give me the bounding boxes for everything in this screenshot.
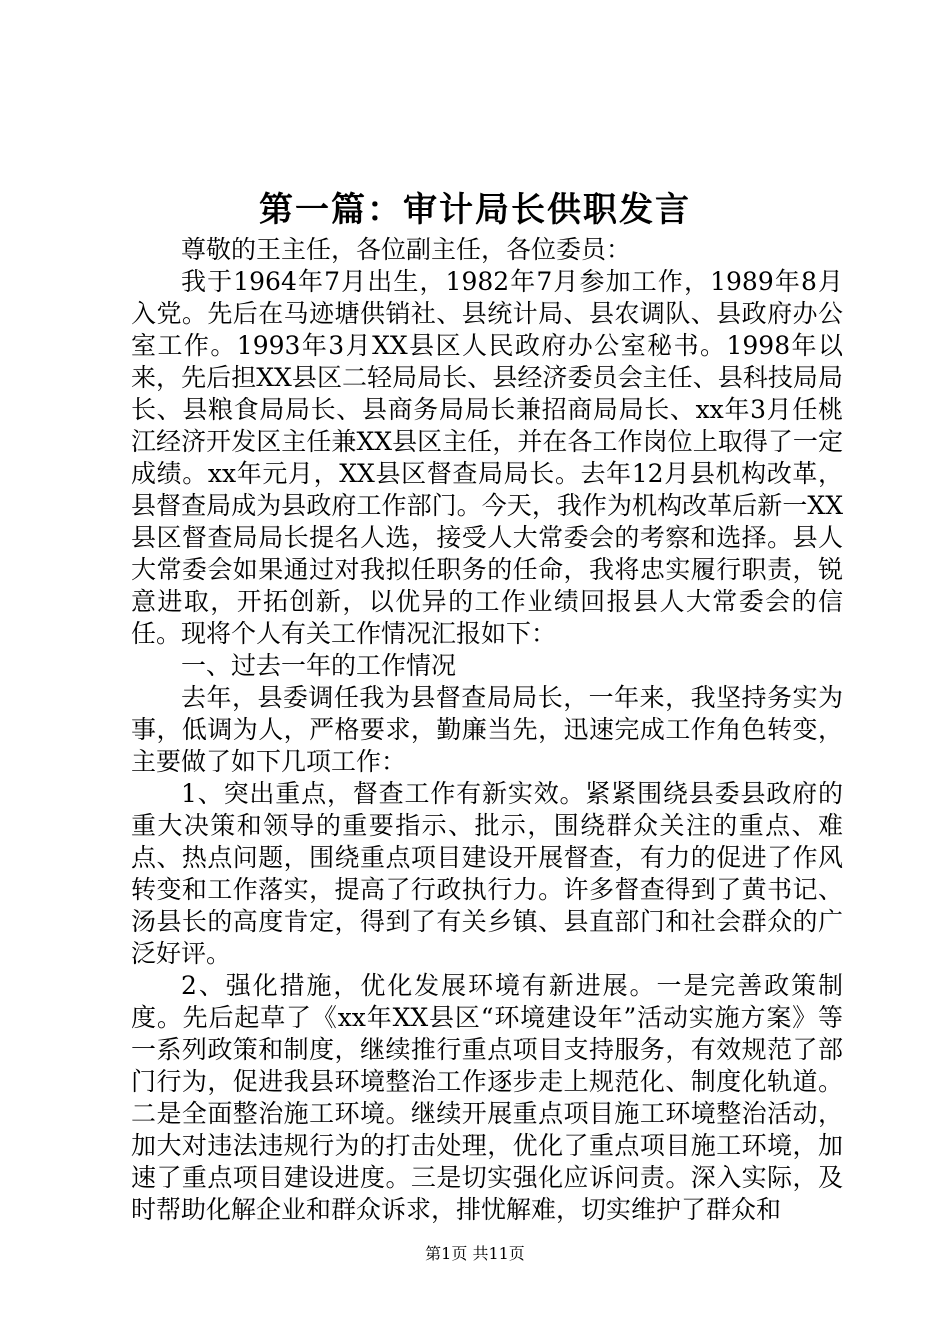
body-paragraph: 我于1964年7月出生，1982年7月参加工作，1989年8月入党。先后在马迹塘供销社、县统计局、县农调队、县政府办公室工作。1993年3月XX县区人民政府办公室秘书。1998年以来，先后担XX县区二轻局局长、县经济委员会主任、县科技局局长、县粮食局局长、县商务局局长兼招商局局长、xx年3月任桃江经济开发区主任兼XX县区主任，并在各工作岗位上取得了一定成绩。xx年元月，XX县区督查局局长。去年12月县机构改革，县督查局成为县政府工作部门。今天，我作为机构改革后新一XX县区督查局局长提名人选，接受人大常委会的考察和选择。县人大常委会如果通过对我拟任职务的任命，我将忠实履行职责，锐意进取，开拓创新，以优异的工作业绩回报县人大常委会的信任。现将个人有关工作情况汇报如下： [131, 267, 843, 648]
body-paragraph: 2、强化措施，优化发展环境有新进展。一是完善政策制度。先后起草了《xx年XX县区“环境建设年”活动实施方案》等一系列政策和制度，继续推行重点项目支持服务，有效规范了部门行为，促进我县环境整治工作逐步走上规范化、制度化轨道。二是全面整治施工环境。继续开展重点项目施工环境整治活动，加大对违法违规行为的打击处理，优化了重点项目施工环境，加速了重点项目建设进度。三是切实强化应诉问责。深入实际，及时帮助化解企业和群众诉求，排忧解难，切实维护了群众和 [131, 971, 843, 1224]
document-body [131, 234, 843, 1226]
page-number-footer: 第1页 共11页 [425, 1244, 525, 1263]
salutation-paragraph: 尊敬的王主任，各位副主任，各位委员： [181, 235, 632, 264]
body-paragraph: 去年，县委调任我为县督查局局长，一年来，我坚持务实为事，低调为人，严格要求，勤廉当先，迅速完成工作角色转变，主要做了如下几项工作： [131, 683, 843, 776]
document-title: 第一篇：审计局长供职发言 [259, 190, 691, 230]
body-paragraph: 1、突出重点，督查工作有新实效。紧紧围绕县委县政府的重大决策和领导的重要指示、批示，围绕群众关注的重点、难点、热点问题，围绕重点项目建设开展督查，有力的促进了作风转变和工作落实，提高了行政执行力。许多督查得到了黄书记、汤县长的高度肯定，得到了有关乡镇、县直部门和社会群众的广泛好评。 [131, 779, 843, 968]
section-heading: 一、过去一年的工作情况 [181, 651, 457, 680]
